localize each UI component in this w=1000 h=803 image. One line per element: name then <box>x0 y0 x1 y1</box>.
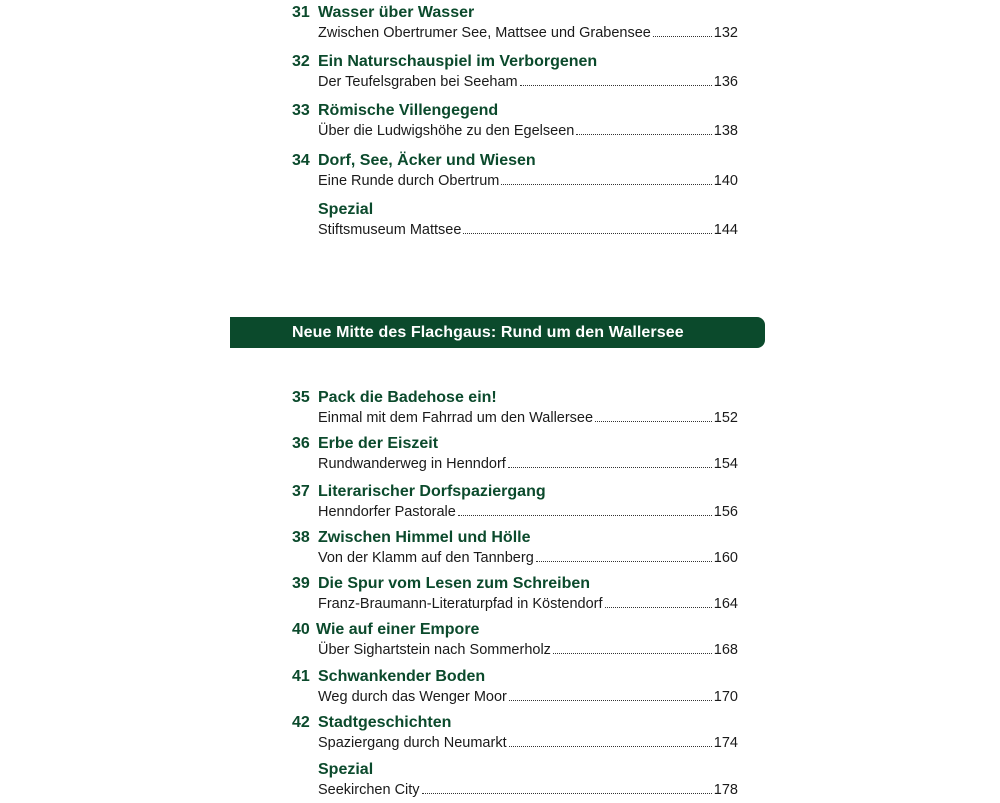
dot-leader <box>536 560 712 562</box>
entry-subtitle: Der Teufelsgraben bei Seeham <box>318 74 518 90</box>
entry-title: Die Spur vom Lesen zum Schreiben <box>318 575 591 592</box>
entry-page-number: 152 <box>713 410 738 426</box>
entry-title: Dorf, See, Äcker und Wiesen <box>318 152 536 169</box>
entry-title: Wie auf einer Empore <box>316 621 480 638</box>
entry-subtitle-row <box>318 780 738 800</box>
toc-entry[interactable] <box>292 433 738 477</box>
entry-page-number: 138 <box>713 123 738 139</box>
section-heading: Neue Mitte des Flachgaus: Rund um den Wallersee <box>292 324 684 341</box>
entry-page-number: 164 <box>713 596 738 612</box>
toc-entry[interactable] <box>292 199 738 243</box>
dot-leader <box>520 84 712 86</box>
dot-leader <box>501 183 711 185</box>
entry-subtitle-row <box>318 687 738 707</box>
entry-subtitle: Über die Ludwigshöhe zu den Egelseen <box>318 123 575 139</box>
toc-entry[interactable] <box>292 712 738 756</box>
entry-number: 39 <box>292 575 310 592</box>
dot-leader <box>463 232 711 234</box>
toc-entry[interactable] <box>292 150 738 194</box>
entry-number: 35 <box>292 389 310 406</box>
toc-entry[interactable] <box>292 387 738 431</box>
entry-title: Ein Naturschauspiel im Verborgenen <box>318 53 598 70</box>
entry-subtitle-row <box>318 454 738 474</box>
entry-page-number: 174 <box>713 735 738 751</box>
dot-leader <box>595 420 712 422</box>
dot-leader <box>509 745 712 747</box>
entry-subtitle: Über Sighartstein nach Sommerholz <box>318 642 551 658</box>
entry-page-number: 140 <box>713 173 738 189</box>
entry-subtitle: Zwischen Obertrumer See, Mattsee und Grabensee <box>318 25 651 41</box>
entry-title: Spezial <box>318 761 374 778</box>
entry-page-number: 160 <box>713 550 738 566</box>
entry-title: Spezial <box>318 201 374 218</box>
entry-subtitle: Stiftsmuseum Mattsee <box>318 222 462 238</box>
toc-entry[interactable] <box>292 100 738 144</box>
toc-entry[interactable] <box>292 51 738 95</box>
entry-subtitle-row <box>318 408 738 428</box>
entry-subtitle: Eine Runde durch Obertrum <box>318 173 500 189</box>
dot-leader <box>553 652 712 654</box>
entry-subtitle-row <box>318 72 738 92</box>
entry-subtitle: Einmal mit dem Fahrrad um den Wallersee <box>318 410 594 426</box>
toc-entry[interactable] <box>292 759 738 803</box>
toc-entry[interactable] <box>292 2 738 46</box>
entry-page-number: 168 <box>713 642 738 658</box>
entry-subtitle-row <box>318 733 738 753</box>
dot-leader <box>458 514 712 516</box>
entry-subtitle: Spaziergang durch Neumarkt <box>318 735 507 751</box>
entry-title: Literarischer Dorfspaziergang <box>318 483 546 500</box>
entry-title: Wasser über Wasser <box>318 4 475 21</box>
entry-page-number: 136 <box>713 74 738 90</box>
entry-subtitle-row <box>318 121 738 141</box>
dot-leader <box>576 133 711 135</box>
entry-subtitle-row <box>318 23 738 43</box>
entry-title: Pack die Badehose ein! <box>318 389 497 406</box>
toc-entry[interactable] <box>292 573 738 617</box>
entry-subtitle: Weg durch das Wenger Moor <box>318 689 507 705</box>
entry-title: Schwankender Boden <box>318 668 486 685</box>
entry-page-number: 156 <box>713 504 738 520</box>
entry-subtitle-row <box>318 548 738 568</box>
entry-subtitle: Henndorfer Pastorale <box>318 504 456 520</box>
entry-page-number: 132 <box>713 25 738 41</box>
entry-subtitle: Franz-Braumann-Literaturpfad in Köstendorf <box>318 596 603 612</box>
dot-leader <box>605 606 712 608</box>
dot-leader <box>509 699 712 701</box>
entry-title: Zwischen Himmel und Hölle <box>318 529 531 546</box>
entry-title: Stadtgeschichten <box>318 714 452 731</box>
entry-number: 42 <box>292 714 310 731</box>
section-banner <box>230 317 765 348</box>
entry-number: 38 <box>292 529 310 546</box>
entry-number: 36 <box>292 435 310 452</box>
entry-subtitle: Rundwanderweg in Henndorf <box>318 456 506 472</box>
toc-entry[interactable] <box>292 619 738 663</box>
entry-number: 33 <box>292 102 310 119</box>
toc-entry[interactable] <box>292 666 738 710</box>
dot-leader <box>422 792 712 794</box>
entry-page-number: 170 <box>713 689 738 705</box>
entry-title: Römische Villengegend <box>318 102 499 119</box>
entry-number: 37 <box>292 483 310 500</box>
entry-subtitle-row <box>318 594 738 614</box>
entry-subtitle: Seekirchen City <box>318 782 420 798</box>
dot-leader <box>508 466 712 468</box>
entry-page-number: 178 <box>713 782 738 798</box>
entry-number: 40 <box>292 621 310 638</box>
entry-subtitle: Von der Klamm auf den Tannberg <box>318 550 534 566</box>
entry-subtitle-row <box>318 502 738 522</box>
entry-subtitle-row <box>318 640 738 660</box>
entry-subtitle-row <box>318 220 738 240</box>
entry-subtitle-row <box>318 171 738 191</box>
toc-entry[interactable] <box>292 527 738 571</box>
entry-page-number: 144 <box>713 222 738 238</box>
entry-number: 32 <box>292 53 310 70</box>
dot-leader <box>653 35 712 37</box>
entry-page-number: 154 <box>713 456 738 472</box>
entry-number: 41 <box>292 668 310 685</box>
entry-number: 34 <box>292 152 310 169</box>
entry-title: Erbe der Eiszeit <box>318 435 439 452</box>
toc-entry[interactable] <box>292 481 738 525</box>
entry-number: 31 <box>292 4 310 21</box>
